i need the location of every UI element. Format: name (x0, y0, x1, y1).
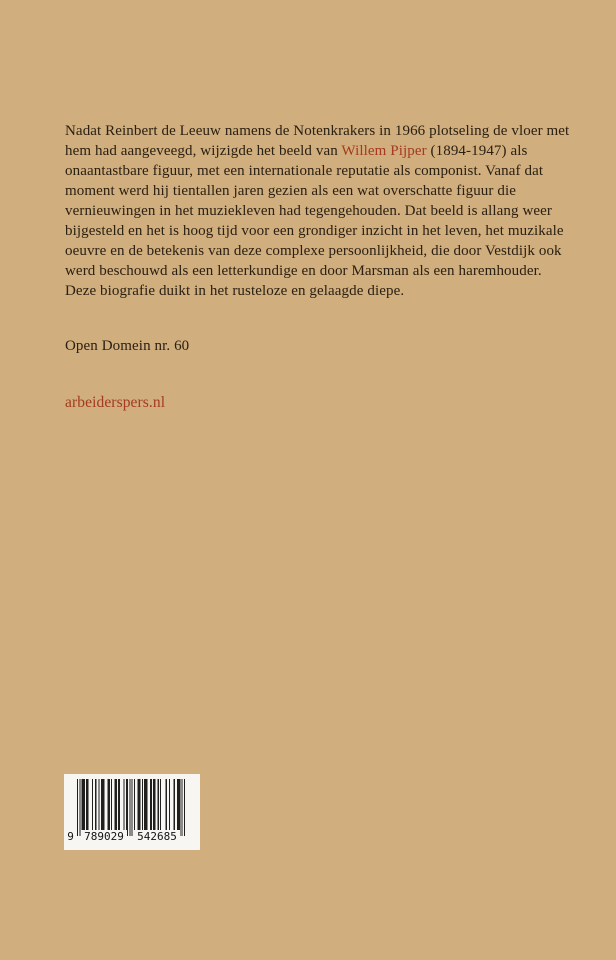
blurb-text-segment: onaantastbare figuur, met een internationale reputatie als componist. Vanaf dat (65, 163, 544, 179)
blurb-paragraph (65, 121, 569, 301)
blurb-line (65, 181, 569, 201)
blurb-text-segment: werd beschouwd als een letterkundige en door Marsman als een haremhouder. (65, 263, 542, 279)
blurb-text-segment: oeuvre en de betekenis van deze complexe persoonlijkheid, die door Vestdijk ook (65, 243, 562, 259)
blurb-line (65, 281, 569, 301)
blurb-line (65, 161, 569, 181)
blurb-line (65, 201, 569, 221)
highlighted-person-name: Willem Pijper (341, 143, 427, 159)
blurb-text-segment: Nadat Reinbert de Leeuw namens de Notenkrakers in 1966 plotseling de vloer met (65, 123, 570, 139)
barcode-digit-first: 9 (67, 830, 74, 843)
blurb-text-segment: Deze biografie duikt in het rusteloze en gelaagde diepe. (65, 283, 405, 299)
barcode-bars (77, 779, 185, 836)
blurb-line (65, 261, 569, 281)
blurb-text-segment: vernieuwingen in het muziekleven had tegengehouden. Dat beeld is allang weer (65, 203, 553, 219)
barcode-digits-group1: 789029 (81, 830, 127, 843)
blurb-text-segment: bijgesteld en het is hoog tijd voor een grondiger inzicht in het leven, het muzikale (65, 223, 564, 239)
blurb-line (65, 221, 569, 241)
blurb-text-segment: hem had aangeveegd, wijzigde het beeld van (65, 143, 342, 159)
barcode-digits-group2: 542685 (134, 830, 180, 843)
blurb-line (65, 141, 569, 161)
series-label: Open Domein nr. 60 (65, 338, 190, 354)
barcode-label (64, 774, 200, 850)
blurb-text-segment: moment werd hij tientallen jaren gezien als een wat overschatte figuur die (65, 183, 516, 199)
blurb-text-segment: (1894-1947) als (426, 143, 528, 159)
blurb-line (65, 241, 569, 261)
blurb-line (65, 121, 569, 141)
publisher-website: arbeiderspers.nl (65, 394, 166, 411)
